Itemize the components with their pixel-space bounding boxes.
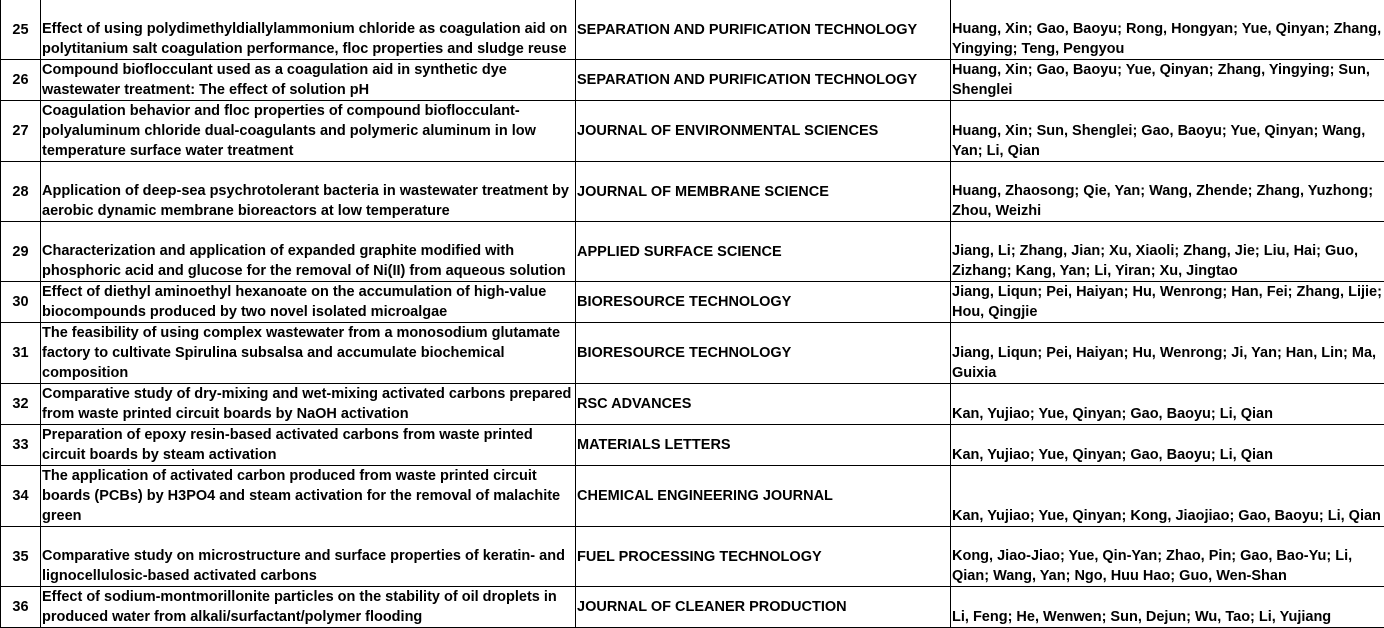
row-number-cell[interactable]: 28 [1,162,41,222]
paper-title-cell[interactable]: Comparative study on microstructure and surface properties of keratin- and lignocellulosic-based activated carbons [41,527,576,587]
row-number-cell[interactable]: 25 [1,0,41,60]
row-number-cell[interactable]: 35 [1,527,41,587]
table-row[interactable] [1,162,1384,222]
authors-cell[interactable]: Huang, Xin; Gao, Baoyu; Yue, Qinyan; Zhang, Yingying; Sun, Shenglei [951,60,1384,101]
paper-title-cell[interactable]: Coagulation behavior and floc properties of compound bioflocculant-polyaluminum chloride dual-coagulants and polymeric aluminum in low temperature surface water treatment [41,101,576,162]
paper-title-cell[interactable]: The application of activated carbon produced from waste printed circuit boards (PCBs) by H3PO4 and steam activation for the removal of malachite green [41,466,576,527]
authors-cell[interactable]: Li, Feng; He, Wenwen; Sun, Dejun; Wu, Tao; Li, Yujiang [951,587,1384,628]
paper-title-cell[interactable]: Compound bioflocculant used as a coagulation aid in synthetic dye wastewater treatment: The effect of solution pH [41,60,576,101]
row-number-cell[interactable]: 34 [1,466,41,527]
table-row[interactable] [1,384,1384,425]
paper-title-cell[interactable]: Preparation of epoxy resin-based activated carbons from waste printed circuit boards by steam activation [41,425,576,466]
table-row[interactable] [1,466,1384,527]
paper-title-cell[interactable]: Effect of sodium-montmorillonite particles on the stability of oil droplets in produced water from alkali/surfactant/polymer flooding [41,587,576,628]
journal-cell[interactable]: FUEL PROCESSING TECHNOLOGY [576,527,951,587]
table-row[interactable] [1,323,1384,384]
authors-cell[interactable]: Huang, Xin; Sun, Shenglei; Gao, Baoyu; Yue, Qinyan; Wang, Yan; Li, Qian [951,101,1384,162]
journal-cell[interactable]: BIORESOURCE TECHNOLOGY [576,323,951,384]
row-number-cell[interactable]: 30 [1,282,41,323]
table-row[interactable] [1,527,1384,587]
authors-cell[interactable]: Kan, Yujiao; Yue, Qinyan; Gao, Baoyu; Li, Qian [951,425,1384,466]
row-number-cell[interactable]: 27 [1,101,41,162]
journal-cell[interactable]: JOURNAL OF MEMBRANE SCIENCE [576,162,951,222]
table-row[interactable] [1,222,1384,282]
journal-cell[interactable]: RSC ADVANCES [576,384,951,425]
paper-title-cell[interactable]: Application of deep-sea psychrotolerant bacteria in wastewater treatment by aerobic dynamic membrane bioreactors at low temperature [41,162,576,222]
authors-cell[interactable]: Huang, Xin; Gao, Baoyu; Rong, Hongyan; Yue, Qinyan; Zhang, Yingying; Teng, Pengyou [951,0,1384,60]
table-row[interactable] [1,0,1384,60]
table-row[interactable] [1,60,1384,101]
journal-cell[interactable]: BIORESOURCE TECHNOLOGY [576,282,951,323]
paper-title-cell[interactable]: Characterization and application of expanded graphite modified with phosphoric acid and glucose for the removal of Ni(II) from aqueous solution [41,222,576,282]
row-number-cell[interactable]: 29 [1,222,41,282]
authors-cell[interactable]: Jiang, Liqun; Pei, Haiyan; Hu, Wenrong; Han, Fei; Zhang, Lijie; Hou, Qingjie [951,282,1384,323]
journal-cell[interactable]: SEPARATION AND PURIFICATION TECHNOLOGY [576,60,951,101]
journal-cell[interactable]: JOURNAL OF ENVIRONMENTAL SCIENCES [576,101,951,162]
row-number-cell[interactable]: 33 [1,425,41,466]
journal-cell[interactable]: APPLIED SURFACE SCIENCE [576,222,951,282]
journal-cell[interactable]: CHEMICAL ENGINEERING JOURNAL [576,466,951,527]
authors-cell[interactable]: Jiang, Liqun; Pei, Haiyan; Hu, Wenrong; Ji, Yan; Han, Lin; Ma, Guixia [951,323,1384,384]
row-number-cell[interactable]: 31 [1,323,41,384]
authors-cell[interactable]: Kan, Yujiao; Yue, Qinyan; Gao, Baoyu; Li, Qian [951,384,1384,425]
table-row[interactable] [1,282,1384,323]
row-number-cell[interactable]: 32 [1,384,41,425]
journal-cell[interactable]: SEPARATION AND PURIFICATION TECHNOLOGY [576,0,951,60]
journal-cell[interactable]: MATERIALS LETTERS [576,425,951,466]
authors-cell[interactable]: Kan, Yujiao; Yue, Qinyan; Kong, Jiaojiao; Gao, Baoyu; Li, Qian [951,466,1384,527]
table-row[interactable] [1,101,1384,162]
paper-title-cell[interactable]: Comparative study of dry-mixing and wet-mixing activated carbons prepared from waste printed circuit boards by NaOH activation [41,384,576,425]
table-row[interactable] [1,587,1384,628]
authors-cell[interactable]: Kong, Jiao-Jiao; Yue, Qin-Yan; Zhao, Pin; Gao, Bao-Yu; Li, Qian; Wang, Yan; Ngo, Huu Hao; Guo, Wen-Shan [951,527,1384,587]
table-row[interactable] [1,425,1384,466]
journal-cell[interactable]: JOURNAL OF CLEANER PRODUCTION [576,587,951,628]
authors-cell[interactable]: Huang, Zhaosong; Qie, Yan; Wang, Zhende; Zhang, Yuzhong; Zhou, Weizhi [951,162,1384,222]
row-number-cell[interactable]: 26 [1,60,41,101]
paper-title-cell[interactable]: Effect of diethyl aminoethyl hexanoate on the accumulation of high-value biocompounds produced by two novel isolated microalgae [41,282,576,323]
paper-title-cell[interactable]: The feasibility of using complex wastewater from a monosodium glutamate factory to cultivate Spirulina subsalsa and accumulate biochemical composition [41,323,576,384]
publication-table-body [1,0,1384,628]
authors-cell[interactable]: Jiang, Li; Zhang, Jian; Xu, Xiaoli; Zhang, Jie; Liu, Hai; Guo, Zizhang; Kang, Yan; Li, Yiran; Xu, Jingtao [951,222,1384,282]
paper-title-cell[interactable]: Effect of using polydimethyldiallylammonium chloride as coagulation aid on polytitanium salt coagulation performance, floc properties and sludge reuse [41,0,576,60]
row-number-cell[interactable]: 36 [1,587,41,628]
